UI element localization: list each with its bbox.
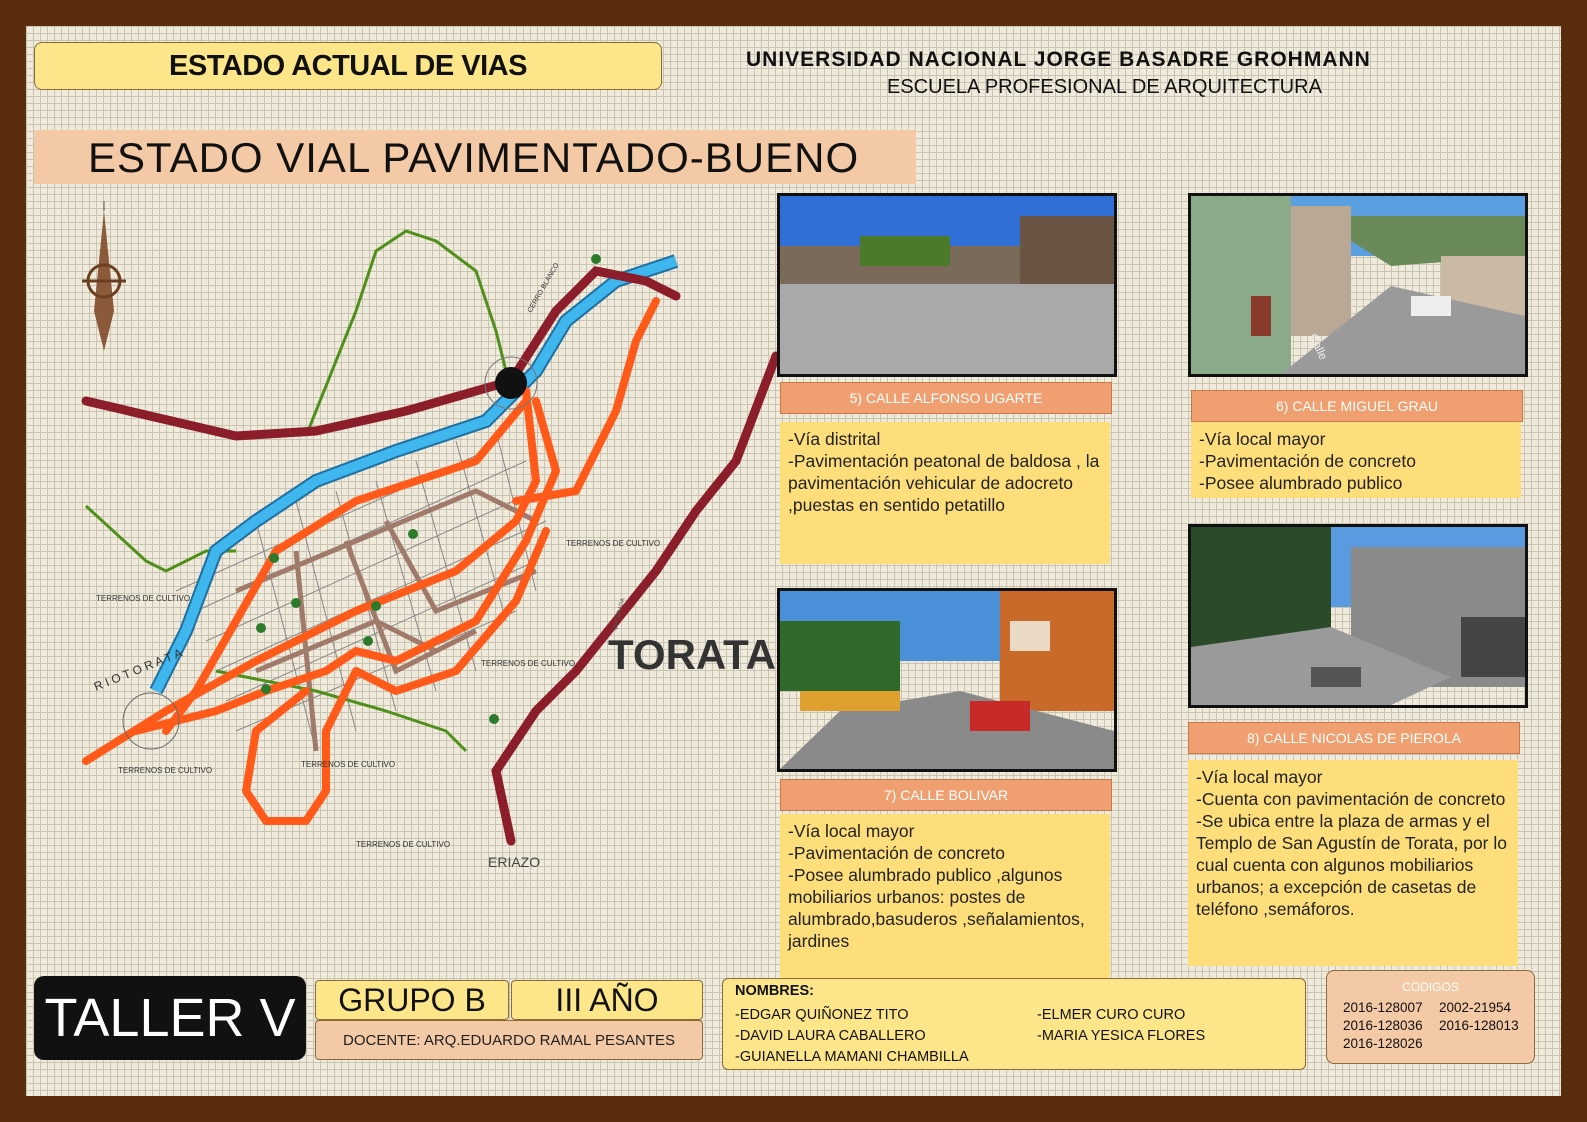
student-code: 2002-21954 (1439, 1000, 1512, 1015)
student-name: -GUIANELLA MAMANI CHAMBILLA (735, 1049, 969, 1065)
quebrada-label: QUEBRADA (612, 597, 627, 632)
student-code: 2016-128007 (1343, 1000, 1423, 1015)
university-name: UNIVERSIDAD NACIONAL JORGE BASADRE GROHMANN (746, 48, 1371, 71)
student-name: -MARIA YESICA FLORES (1037, 1028, 1206, 1044)
codes-col-2 (1439, 999, 1519, 1035)
cultivo-label-3: TERRENOS DE CULTIVO (481, 659, 576, 668)
secondary-roads (86, 271, 776, 841)
photo-miguel-grau (1188, 193, 1528, 377)
desc-bolivar: -Vía local mayor -Pavimentación de concreto -Posee alumbrado publico ,algunos mobiliarios urbanos: postes de alumbrado,basuderos ,señalamientos, jardines (780, 814, 1110, 984)
desc-alfonso-ugarte: -Vía distrital -Pavimentación peatonal de baldosa , la pavimentación vehicular de adocreto ,puestas en sentido petatillo (780, 422, 1110, 564)
section-title: ESTADO ACTUAL DE VIAS (34, 42, 662, 90)
river-label: R I O T O R A T A (91, 645, 185, 694)
taller-label: TALLER V (34, 976, 306, 1060)
desc-nicolas-de-pierola: -Vía local mayor -Cuenta con pavimentación de concreto -Se ubica entre la plaza de armas y el Templo de San Agustín de Torata, por lo cual cuenta con algunos mobiliarios urbanos; a excepción de casetas de teléfono ,semáforos. (1188, 760, 1518, 966)
student-name: -EDGAR QUIÑONEZ TITO (735, 1007, 909, 1023)
main-title-banner (34, 130, 916, 184)
cultivo-label-5: TERRENOS DE CULTIVO (301, 760, 396, 769)
school-name: ESCUELA PROFESIONAL DE ARQUITECTURA (887, 76, 1322, 98)
photo-nicolas-de-pierola (1188, 524, 1528, 708)
student-name: -DAVID LAURA CABALLERO (735, 1028, 926, 1044)
junction-node (495, 367, 527, 399)
town-map (56, 191, 796, 871)
student-name: -ELMER CURO CURO (1037, 1007, 1186, 1023)
town-name: TORATA (608, 631, 776, 678)
docente-label: DOCENTE: ARQ.EDUARDO RAMAL PESANTES (315, 1020, 703, 1060)
photo-bolivar (777, 588, 1117, 772)
codes-title: CODIGOS (1402, 980, 1459, 994)
north-arrow-icon (82, 201, 126, 351)
names-right-col (1037, 1005, 1205, 1047)
student-code: 2016-128036 (1343, 1018, 1423, 1033)
names-title: NOMBRES: (735, 983, 814, 999)
student-code: 2016-128026 (1343, 1036, 1423, 1051)
label-alfonso-ugarte: 5) CALLE ALFONSO UGARTE (780, 382, 1112, 414)
cerro-label: CERRO BLANCO (526, 261, 561, 314)
poster-board (26, 26, 1561, 1096)
year-label: III AÑO (511, 980, 703, 1020)
cultivo-label-6: TERRENOS DE CULTIVO (356, 840, 451, 849)
label-nicolas-de-pierola: 8) CALLE NICOLAS DE PIEROLA (1188, 722, 1520, 754)
grupo-label: GRUPO B (315, 980, 509, 1020)
label-bolivar: 7) CALLE BOLIVAR (780, 779, 1112, 811)
student-code: 2016-128013 (1439, 1018, 1519, 1033)
cultivo-label-2: TERRENOS DE CULTIVO (566, 539, 661, 548)
label-miguel-grau: 6) CALLE MIGUEL GRAU (1191, 390, 1523, 422)
names-box (722, 978, 1306, 1070)
paved-roads (86, 301, 656, 821)
street-sign-calle: Calle (1306, 331, 1331, 363)
eriazo-label: ERIAZO (488, 854, 541, 870)
codes-col-1 (1343, 999, 1423, 1053)
main-title: ESTADO VIAL PAVIMENTADO-BUENO (88, 134, 860, 181)
names-left-col (735, 1005, 969, 1068)
desc-miguel-grau: -Vía local mayor -Pavimentación de concreto -Posee alumbrado publico (1191, 422, 1521, 498)
photo-alfonso-ugarte (777, 193, 1117, 377)
cultivo-label-1: TERRENOS DE CULTIVO (96, 594, 191, 603)
codes-box (1326, 970, 1535, 1064)
cultivo-label-4: TERRENOS DE CULTIVO (118, 766, 213, 775)
